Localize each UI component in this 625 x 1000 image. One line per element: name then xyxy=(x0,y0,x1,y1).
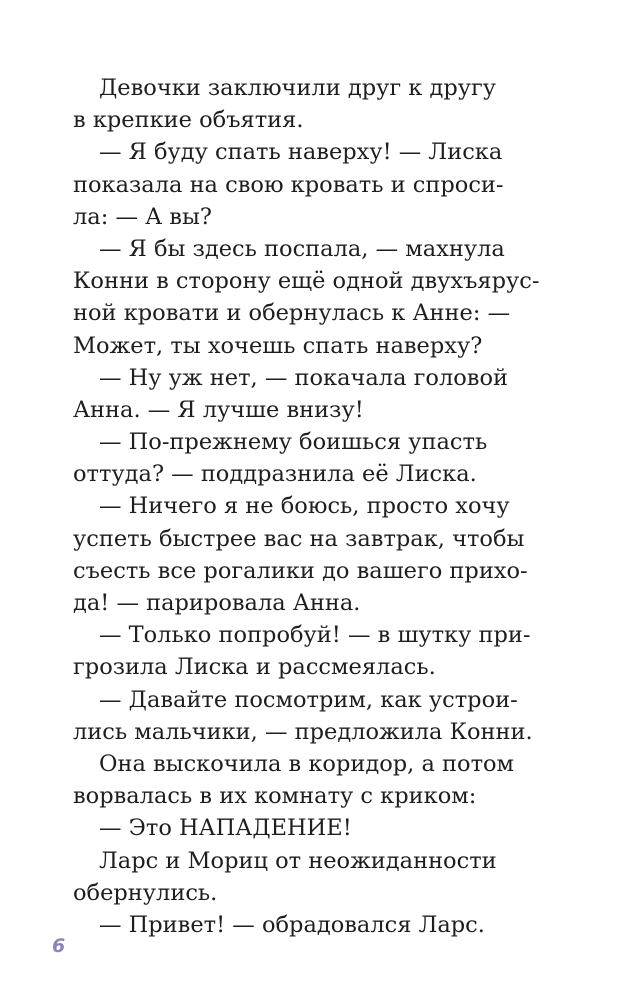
text-line: грозила Лиска и рассмеялась. xyxy=(73,654,436,681)
text-line: Конни в сторону ещё одной двухъярус- xyxy=(73,268,540,295)
text-line: Девочки заключили друг к другу xyxy=(99,75,497,101)
text-line: ной кровати и обернулась к Анне: — xyxy=(73,300,511,327)
text-line: — По-прежнему боишься упасть xyxy=(99,429,488,456)
text-line: в крепкие объятия. xyxy=(73,107,304,134)
text-line: оттуда? — поддразнила её Лиска. xyxy=(73,461,477,488)
text-line: — Ничего я не боюсь, просто хочу xyxy=(99,493,510,520)
text-line: Может, ты хочешь спать наверху? xyxy=(73,332,483,359)
text-line: — Ну уж нет, — покачала головой xyxy=(99,364,509,391)
text-line: — Только попробуй! — в шутку при- xyxy=(99,622,531,649)
page-number: 6 xyxy=(52,935,66,957)
text-line: Она выскочила в коридор, а потом xyxy=(99,750,515,777)
text-line: — Привет! — обрадовался Ларс. xyxy=(99,911,485,938)
text-line: ла: — А вы? xyxy=(73,203,212,230)
text-line: — Я буду спать наверху! — Лиска xyxy=(99,139,503,166)
text-line: съесть все рогалики до вашего прихо- xyxy=(73,557,528,584)
text-line: — Я бы здесь поспала, — махнула xyxy=(99,235,505,262)
text-line: Анна. — Я лучше внизу! xyxy=(73,396,364,423)
text-line: лись мальчики, — предложила Конни. xyxy=(73,718,533,745)
text-line: показала на свою кровать и спроси- xyxy=(73,171,504,198)
body-text xyxy=(73,72,553,941)
text-line: — Это НАПАДЕНИЕ! xyxy=(99,815,352,842)
text-line: ворвалась в их комнату с криком: xyxy=(73,783,477,810)
text-line: успеть быстрее вас на завтрак, чтобы xyxy=(73,525,525,552)
text-line: да! — парировала Анна. xyxy=(73,590,361,616)
text-line: Ларс и Мориц от неожиданности xyxy=(99,847,497,874)
text-line: — Давайте посмотрим, как устрои- xyxy=(99,686,518,713)
text-line: обернулись. xyxy=(73,879,218,906)
